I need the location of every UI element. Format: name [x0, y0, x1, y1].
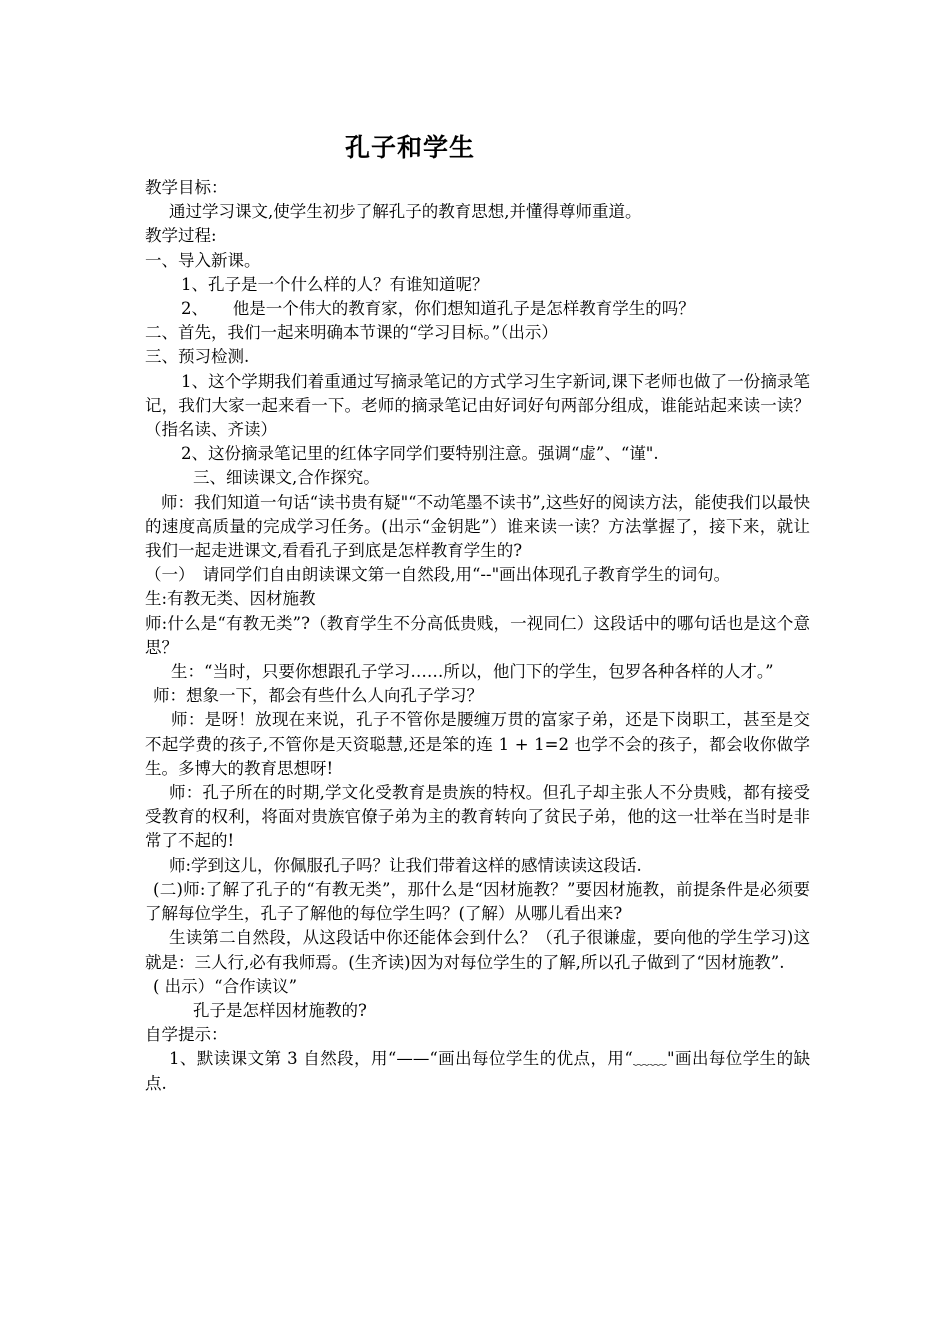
document-page [145, 130, 810, 1096]
paragraph-question-1: 1、孔子是一个什么样的人？有谁知道呢？ [181, 274, 489, 294]
paragraph-self-study-heading: 自学提示： [145, 1025, 228, 1045]
paragraph-teacher-imagine: 师：想象一下，都会有些什么人向孔子学习？ [153, 686, 483, 706]
paragraph-teacher-history: 师：孔子所在的时期,学文化受教育是贵族的特权。但孔子却主张人不分贵贱，都有接受受教育的权利，将面对贵族官僚子弟为主的教育转向了贫民子弟，他的这一壮举在当时是非常了不起的! [145, 783, 810, 851]
paragraph-student-answer: 生:有教无类、因材施教 [145, 589, 316, 609]
paragraph-question-2: 2、 他是一个伟大的教育家，你们想知道孔子是怎样教育学生的吗？ [181, 299, 695, 319]
paragraph-process-heading: 教学过程: [145, 226, 217, 246]
paragraph-self-study-1: 1、默读课文第 3 自然段，用“——“画出每位学生的优点，用“﹏﹏"画出每位学生的缺点. [145, 1049, 810, 1093]
paragraph-section-2: 二、首先，我们一起来明确本节课的“学习目标。”（出示） [145, 323, 558, 343]
paragraph-part-1: （一） 请同学们自由朗读课文第一自然段,用“--"画出体现孔子教育学生的词句。 [145, 565, 731, 585]
paragraph-show-discuss: ( 出示）“合作读议” [153, 976, 298, 996]
paragraph-section-3: 三、预习检测. [145, 347, 250, 367]
paragraph-teacher-example: 师：是呀！放现在来说，孔子不管你是腰缠万贯的富家子弟，还是下岗职工，甚至是交不起学费的孩子,不管你是天资聪慧,还是笨的连 1 + 1=2 也学不会的孩子，都会收你做学生。多博大的教育思想呀! [145, 710, 810, 778]
paragraph-part-2: (二)师:了解了孔子的“有教无类”，那什么是“因材施教？”要因材施教，前提条件是必须要了解每位学生，孔子了解他的每位学生吗？(了解）从哪儿看出来? [145, 879, 810, 924]
paragraph-objective: 通过学习课文,使学生初步了解孔子的教育思想,并懂得尊师重道。 [169, 202, 642, 222]
paragraph-preview-2: 2、这份摘录笔记里的红体字同学们要特别注意。强调“虚”、“谨". [181, 444, 659, 464]
paragraph-objectives-heading: 教学目标： [145, 178, 228, 197]
paragraph-student-read: 生读第二自然段，从这段话中你还能体会到什么？（孔子很谦虚，要向他的学生学习)这就是：三人行,必有我师焉。(生齐读)因为对每位学生的了解,所以孔子做到了“因材施教”. [145, 928, 810, 972]
paragraph-teacher-intro: 师：我们知道一句话“读书贵有疑"“不动笔墨不读书”,这些好的阅读方法，能使我们以最快的速度高质量的完成学习任务。(出示“金钥匙”）谁来读一读？方法掌握了，接下来，就让我们一起走进课文,看看孔子到底是怎样教育学生的? [145, 492, 810, 561]
paragraph-section-3b: 三、细读课文,合作探究。 [193, 468, 380, 488]
paragraph-teacher-admire: 师:学到这儿，你佩服孔子吗？让我们带着这样的感情读读这段话. [169, 855, 642, 875]
paragraph-preview-1: 1、这个学期我们着重通过写摘录笔记的方式学习生字新词,课下老师也做了一份摘录笔记，我们大家一起来看一下。老师的摘录笔记由好词好句两部分组成，谁能站起来读一读？（指名读、齐读） [145, 371, 810, 440]
paragraph-student-quote: 生：“当时，只要你想跟孔子学习……所以，他门下的学生，包罗各种各样的人才。” [171, 662, 774, 682]
paragraph-teacher-question: 师:什么是“有教无类”?（教育学生不分高低贵贱，一视同仁）这段话中的哪句话也是这个意思？ [145, 613, 810, 657]
document-title: 孔子和学生 [345, 133, 476, 162]
paragraph-how-question: 孔子是怎样因材施教的? [193, 1000, 367, 1020]
paragraph-section-1: 一、导入新课。 [145, 250, 261, 270]
